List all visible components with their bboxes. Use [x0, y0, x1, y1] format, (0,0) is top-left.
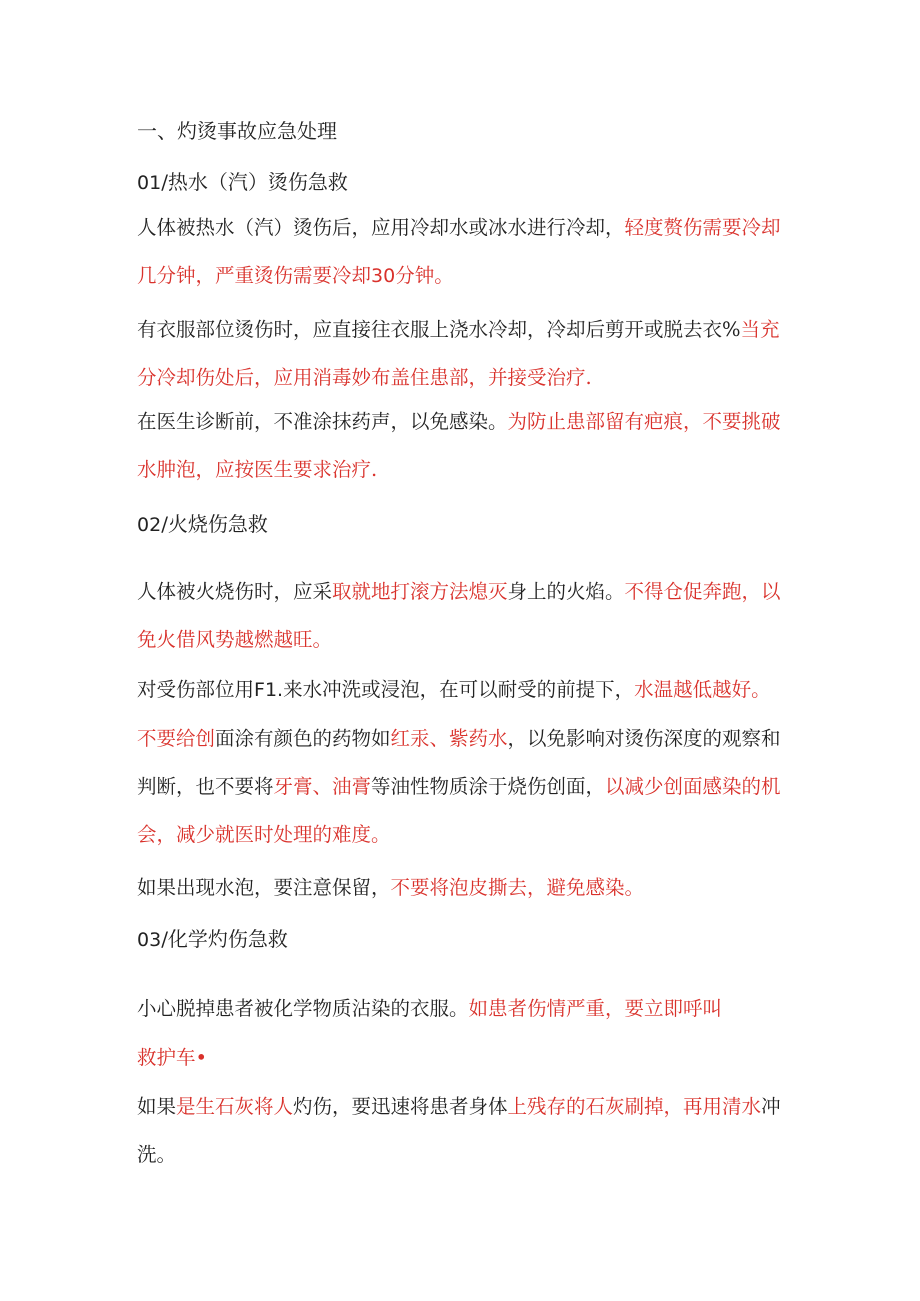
highlight-text: 当充分冷却伤处后，应用消毒妙布盖住患部，并接受治疗. — [137, 318, 780, 389]
text-run: 小心脱掉患者被化学物质沾染的衣服。 — [137, 997, 469, 1020]
text-run: ，以免影响对烫伤深度的观察和判断，也不要将 — [137, 727, 781, 798]
text-run: 人体被热水（汽）烫伤后，应用冷却水或冰水进行冷却， — [137, 216, 625, 239]
highlight-text: 是生石灰将人 — [176, 1095, 294, 1118]
doc-title: 一、灼烫事故应急处理 — [137, 119, 337, 143]
paragraph — [137, 995, 787, 1023]
section-heading-03 — [137, 925, 787, 954]
highlight-text: 如患者伤情严重，要立即呼叫 — [468, 997, 723, 1020]
text-run: 来水冲洗或浸泡，在可以耐受的前提下， — [283, 678, 635, 701]
section-heading-02 — [137, 510, 787, 539]
paragraph — [137, 1083, 787, 1179]
paragraph — [137, 398, 787, 494]
text-run: 冲洗。 — [137, 1095, 781, 1166]
highlight-text: 30 — [371, 265, 396, 287]
highlight-text: 水温越低越好。 — [634, 678, 771, 701]
section-number: 02 — [137, 514, 162, 536]
text-run: 有衣服部位烫伤时，应直接往衣服上浇水冷却，冷却后剪开或脱去衣% — [137, 318, 741, 341]
section-number: 03 — [137, 929, 162, 951]
highlight-text: 红汞、紫药水 — [390, 727, 508, 750]
highlight-text: 不得仓促奔跑，以免火借风势越燃越旺。 — [137, 580, 781, 651]
highlight-text: 不要给创 — [137, 727, 216, 750]
highlight-text: 分钟。 — [395, 264, 454, 287]
highlight-text: 轻度赘伤需要冷却几分钟，严重烫伤需要冷却 — [137, 216, 781, 287]
section-heading-01 — [137, 168, 787, 197]
text-run: F1. — [254, 679, 284, 701]
highlight-text: 不要将泡皮撕去，避免感染。 — [390, 876, 645, 899]
section-heading-text: /热水（汽）烫伤急救 — [161, 170, 348, 194]
text-run: 灼伤，要迅速将患者身体 — [293, 1095, 508, 1118]
text-run: 等油性物质涂于烧伤创面， — [371, 775, 606, 798]
paragraph — [137, 1044, 787, 1072]
paragraph — [137, 306, 787, 402]
paragraph — [137, 666, 787, 714]
text-run: 如果出现水泡，要注意保留， — [137, 876, 391, 899]
text-run: 在医生诊断前，不准涂抹药声，以免感染。 — [137, 410, 508, 433]
section-heading-text: /化学灼伤急救 — [161, 927, 288, 951]
section-number: 01 — [137, 172, 162, 194]
text-run: 如果 — [137, 1095, 177, 1118]
highlight-text: 上残存的石灰刷掉，再用清水 — [507, 1095, 762, 1118]
paragraph — [137, 568, 787, 664]
highlight-text: 以减少创面感染的机会，减少就医时处理的难度。 — [137, 775, 781, 846]
highlight-text: 救护车• — [137, 1046, 208, 1069]
paragraph — [137, 864, 787, 912]
text-run: 身上的火焰。 — [507, 580, 625, 603]
text-run: 对受伤部位用 — [137, 678, 255, 701]
highlight-text: 为防止患部留有疤痕，不要挑破水肿泡，应按医生要求治疗. — [137, 410, 781, 481]
section-heading-text: /火烧伤急救 — [161, 512, 268, 536]
paragraph — [137, 715, 787, 859]
highlight-text: 取就地打滚方法熄灭 — [332, 580, 508, 603]
paragraph — [137, 204, 787, 300]
text-run: 人体被火烧伤时，应采 — [137, 580, 333, 603]
highlight-text: 牙膏、油膏 — [273, 775, 372, 798]
text-run: 面涂有颜色的药物如 — [215, 727, 391, 750]
